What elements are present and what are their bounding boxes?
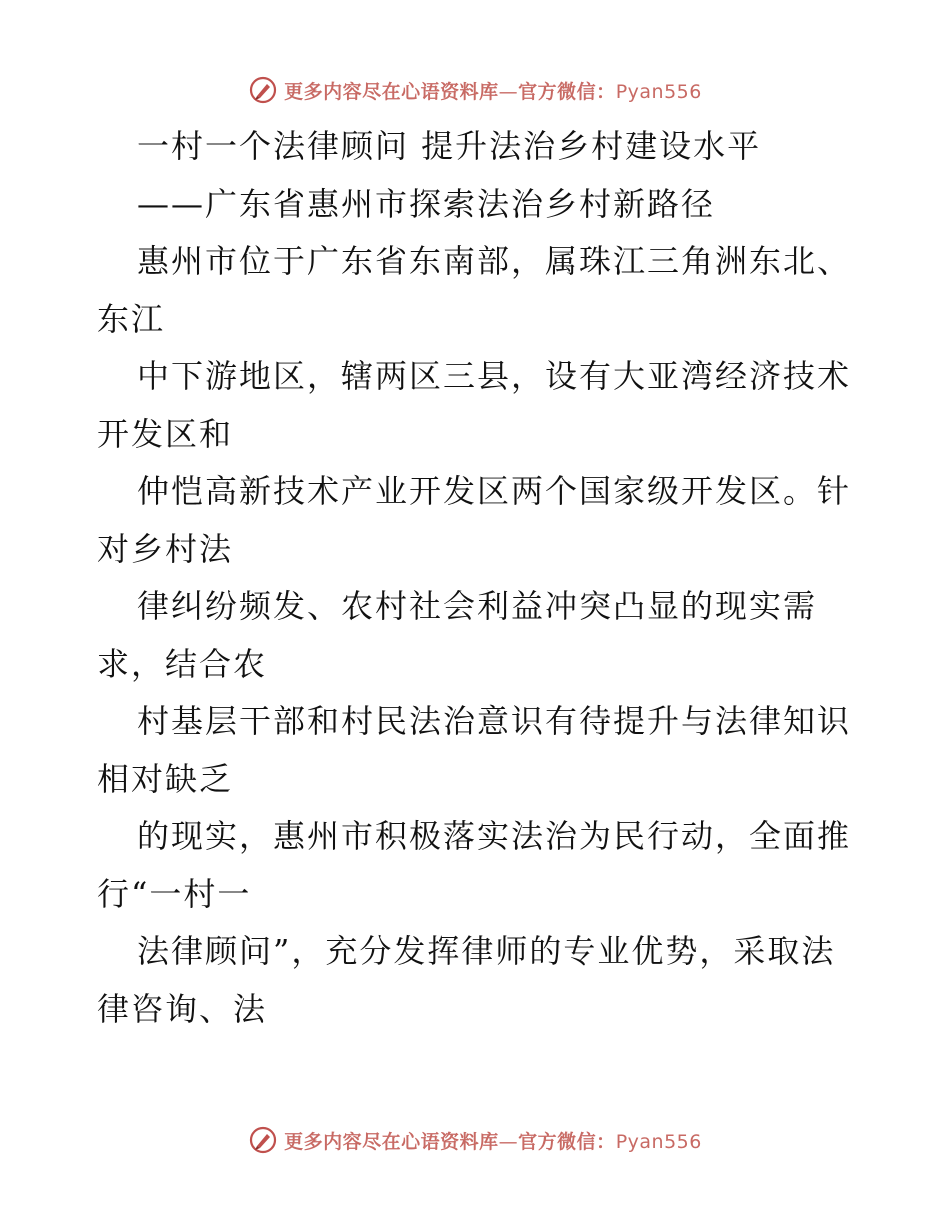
- header-text: [284, 77, 702, 104]
- document-title: 一村一个法律顾问 提升法治乡村建设水平: [137, 127, 762, 165]
- text-line: 东江: [97, 299, 166, 338]
- text-line: 求，结合农: [97, 644, 268, 683]
- pen-nib-circle-icon: [248, 1125, 278, 1155]
- pen-nib-circle-icon: [248, 75, 278, 105]
- header-wechat-id: Pyan556: [615, 80, 702, 103]
- text-line: 相对缺乏: [97, 759, 234, 798]
- text-line: 惠州市位于广东省东南部，属珠江三角洲东北、: [137, 242, 852, 280]
- header-wechat-label: 官方微信：: [518, 80, 616, 103]
- header-separator: —: [498, 80, 519, 103]
- footer-banner: [0, 1120, 950, 1160]
- header-banner: [0, 70, 950, 110]
- footer-site-name: 更多内容尽在心语资料库: [284, 1130, 499, 1153]
- text-line: 对乡村法: [97, 529, 234, 568]
- text-line: 行“一村一: [97, 874, 252, 913]
- text-line: 法律顾问”，充分发挥律师的专业优势，采取法: [137, 932, 836, 970]
- footer-wechat-label: 官方微信：: [518, 1130, 616, 1153]
- document-body: [97, 118, 857, 1038]
- text-line: 村基层干部和村民法治意识有待提升与法律知识: [137, 702, 852, 740]
- header-site-name: 更多内容尽在心语资料库: [284, 80, 499, 103]
- document-subtitle: ——广东省惠州市探索法治乡村新路径: [137, 184, 716, 223]
- text-line: 开发区和: [97, 414, 234, 453]
- footer-text: [284, 1127, 702, 1154]
- text-line: 的现实，惠州市积极落实法治为民行动，全面推: [137, 817, 852, 855]
- text-line: 中下游地区，辖两区三县，设有大亚湾经济技术: [137, 357, 852, 395]
- text-line: 律纠纷频发、农村社会利益冲突凸显的现实需: [137, 587, 818, 625]
- text-line: 律咨询、法: [97, 989, 268, 1028]
- footer-separator: —: [498, 1130, 519, 1153]
- footer-wechat-id: Pyan556: [615, 1130, 702, 1153]
- text-line: 仲恺高新技术产业开发区两个国家级开发区。针: [137, 472, 852, 510]
